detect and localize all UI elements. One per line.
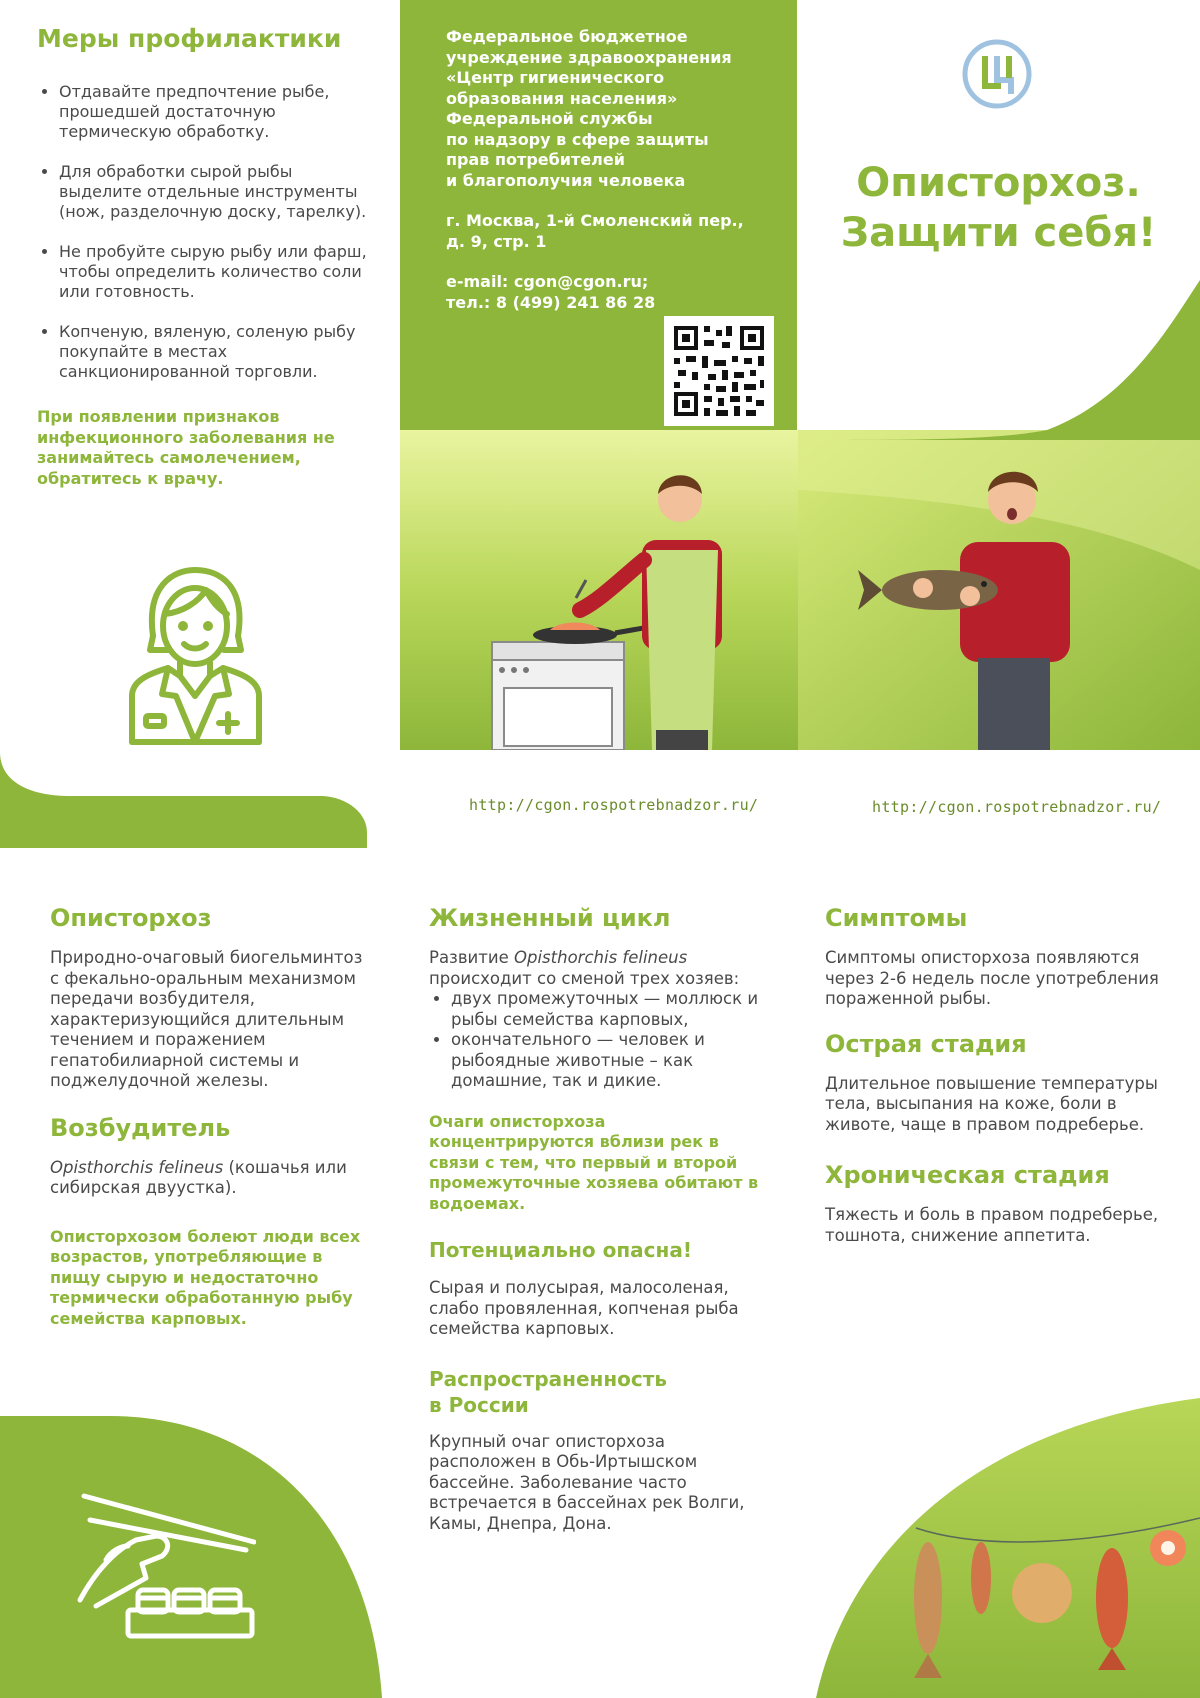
list-item: • Отдавайте предпочтение рыбе, прошедшей достаточную термическую обработку. [59,82,377,142]
list-item: • двух промежуточных — моллюск и рыбы семейства карповых, [451,989,764,1030]
prevention-list [37,82,377,382]
decor-corner-right [816,1398,1200,1698]
qr-code-icon[interactable] [664,316,774,426]
website-link[interactable]: http://cgon.rospotrebnadzor.ru/ [469,796,759,814]
doctor-icon [128,566,263,746]
website-link[interactable]: http://cgon.rospotrebnadzor.ru/ [872,798,1162,816]
section-text: Природно-очаговый биогельминтоз с фекально-оральным механизмом передачи возбудителя, характеризующийся длительным течением и поражением гепатобилиарной системы и поджелудочной железы. [50,948,363,1090]
list-item: • окончательного — человек и рыбоядные животные – как домашние, так и дикие. [451,1030,764,1092]
column-symptoms [825,902,1170,1246]
section-heading: Хроническая стадия [825,1161,1110,1189]
column-opisthorchiasis [50,902,370,1329]
section-text: Симптомы описторхоза появляются через 2-6 недель после употребления пораженной рыбы. [825,948,1159,1008]
section-text: Сырая и полусырая, малосоленая, слабо провяленная, копченая рыба семейства карповых. [429,1278,739,1338]
sushi-chopsticks-icon [76,1490,256,1640]
org-email: e-mail: cgon@cgon.ru; [446,272,649,291]
column-lifecycle [429,902,764,1534]
list-item: • Для обработки сырой рыбы выделите отдельные инструменты (нож, разделочную доску, тарелку). [59,162,377,222]
host-list [429,989,764,1092]
decor-wave-left [0,752,367,848]
org-name: Федеральное бюджетное учреждение здравоохранения «Центр гигиенического образования населения» Федеральной службы по надзору в сфере защиты прав потребителей и благополучия человека г. Москва, 1-й Смоленский пер., д. 9, стр. 1 e-mail: cgon@cgon.ru; тел.: 8 (499) 241 86 28 [446,27,744,312]
org-address: г. Москва, 1-й Смоленский пер., [446,211,744,230]
section-heading: Распространенность в России [429,1366,667,1417]
section-text: Развитие Opisthorchis felineus происходит со сменой трех хозяев: [429,948,740,988]
highlight-text: Очаги описторхоза концентрируются вблизи рек в связи с тем, что первый и второй промежуточные хозяева обитают в водоемах. [429,1111,759,1213]
brochure-title: Описторхоз. Защити себя! [840,160,1157,256]
section-heading: Симптомы [825,904,968,932]
section-text: Opisthorchis felineus (кошачья или сибирская двуустка). [50,1157,347,1197]
panel-title-prevention: Меры профилактики [37,24,342,53]
doctor-warning: При появлении признаков инфекционного заболевания не занимайтесь самолечением, обратитесь к врачу. [37,407,335,488]
section-heading: Возбудитель [50,1113,231,1142]
section-heading: Потенциально опасна! [429,1238,692,1262]
section-heading: Описторхоз [50,904,212,932]
list-item: • Не пробуйте сырую рыбу или фарш, чтобы определить количество соли или готовность. [59,242,377,302]
section-heading: Острая стадия [825,1029,1027,1058]
section-text: Крупный очаг описторхоза расположен в Обь-Иртышском бассейне. Заболевание часто встречается в бассейнах рек Волги, Камы, Днепра, Дона. [429,1431,745,1533]
highlight-text: Описторхозом болеют люди всех возрастов, употребляющие в пищу сырую и недостаточно термически обработанную рыбу семейства карповых. [50,1226,361,1328]
list-item: • Копченую, вяленую, соленую рыбу покупайте в местах санкционированной торговли. [59,322,377,382]
org-phone: тел.: 8 (499) 241 86 28 [446,292,656,312]
cgon-logo-icon [961,38,1033,110]
section-text: Длительное повышение температуры тела, высыпания на коже, боли в животе, чаще в правом подреберье. [825,1073,1158,1134]
illustration-area [400,430,1200,750]
section-text: Тяжесть и боль в правом подреберье, тошнота, снижение аппетита. [825,1205,1159,1245]
section-heading: Жизненный цикл [429,904,671,932]
